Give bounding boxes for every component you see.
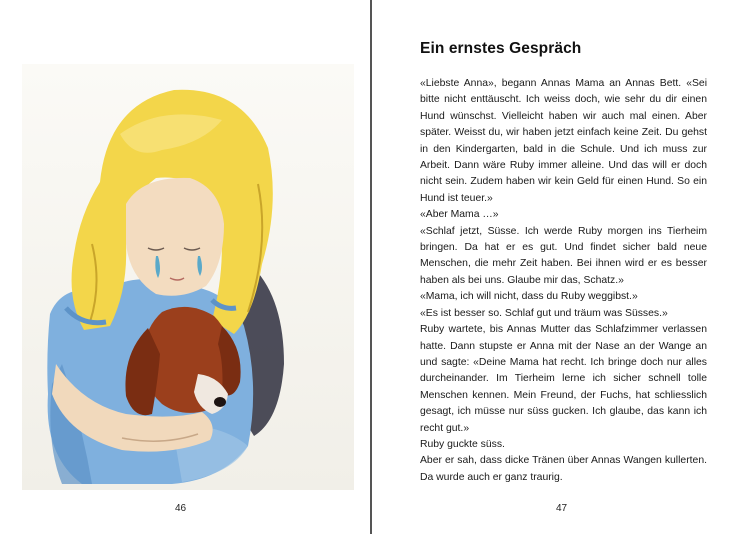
page-number: 47 [556,503,568,514]
paragraph: Ruby wartete, bis Annas Mutter das Schlafzimmer verlassen hatte. Dann stupste er Anna mit der Nase an der Wange an und sagte: «Deine Mama hat recht. Ich bringe doch nur alles durcheinander. Im Tierheim lerne ich sicher schnell tolle Menschen kennen. Mein Freund, der Fuchs, hat schliesslich gesagt, ich müsse nur süss gucken. Ich glaube, das kann ich recht gut.» [420,324,707,434]
paragraph: «Schlaf jetzt, Süsse. Ich werde Ruby morgen ins Tierheim bringen. Da hat er es gut. Und findet sicher bald neue Menschen, die mehr Zeit haben. Bei ihnen wird er es besser haben als bei uns. Glaube mir das, Schatz.» [420,225,707,286]
paragraph: «Es ist besser so. Schlaf gut und träum was Süsses.» [420,307,668,319]
chapter-title: Ein ernstes Gespräch [420,40,582,57]
girl-hugging-dog-illustration [22,64,354,490]
paragraph: Aber er sah, dass dicke Tränen über Annas Wangen kullerten. Da wurde auch er ganz traurig. [420,455,707,483]
story-text [420,76,707,486]
paragraph: «Aber Mama …» [420,209,499,221]
paragraph: «Mama, ich will nicht, dass du Ruby weggibst.» [420,291,638,303]
page-number: 46 [175,503,187,514]
paragraph: «Liebste Anna», begann Annas Mama an Annas Bett. «Sei bitte nicht enttäuscht. Ich weiss doch, wie sehr du dir einen Hund wünschst. Vielleicht haben wir auch mal einen. Aber später. Weisst du, wir haben jetzt einfach keine Zeit. Du gehst in den Kindergarten, bald in die Schule. Und ich muss zur Arbeit. Dann wäre Ruby immer alleine. Und das will er doch nicht sein. Zudem haben wir kein Geld für einen Hund. So ein Hund ist teuer.» [420,78,707,204]
right-page [372,0,750,534]
paragraph: Ruby guckte süss. [420,438,505,450]
left-page [0,0,371,534]
